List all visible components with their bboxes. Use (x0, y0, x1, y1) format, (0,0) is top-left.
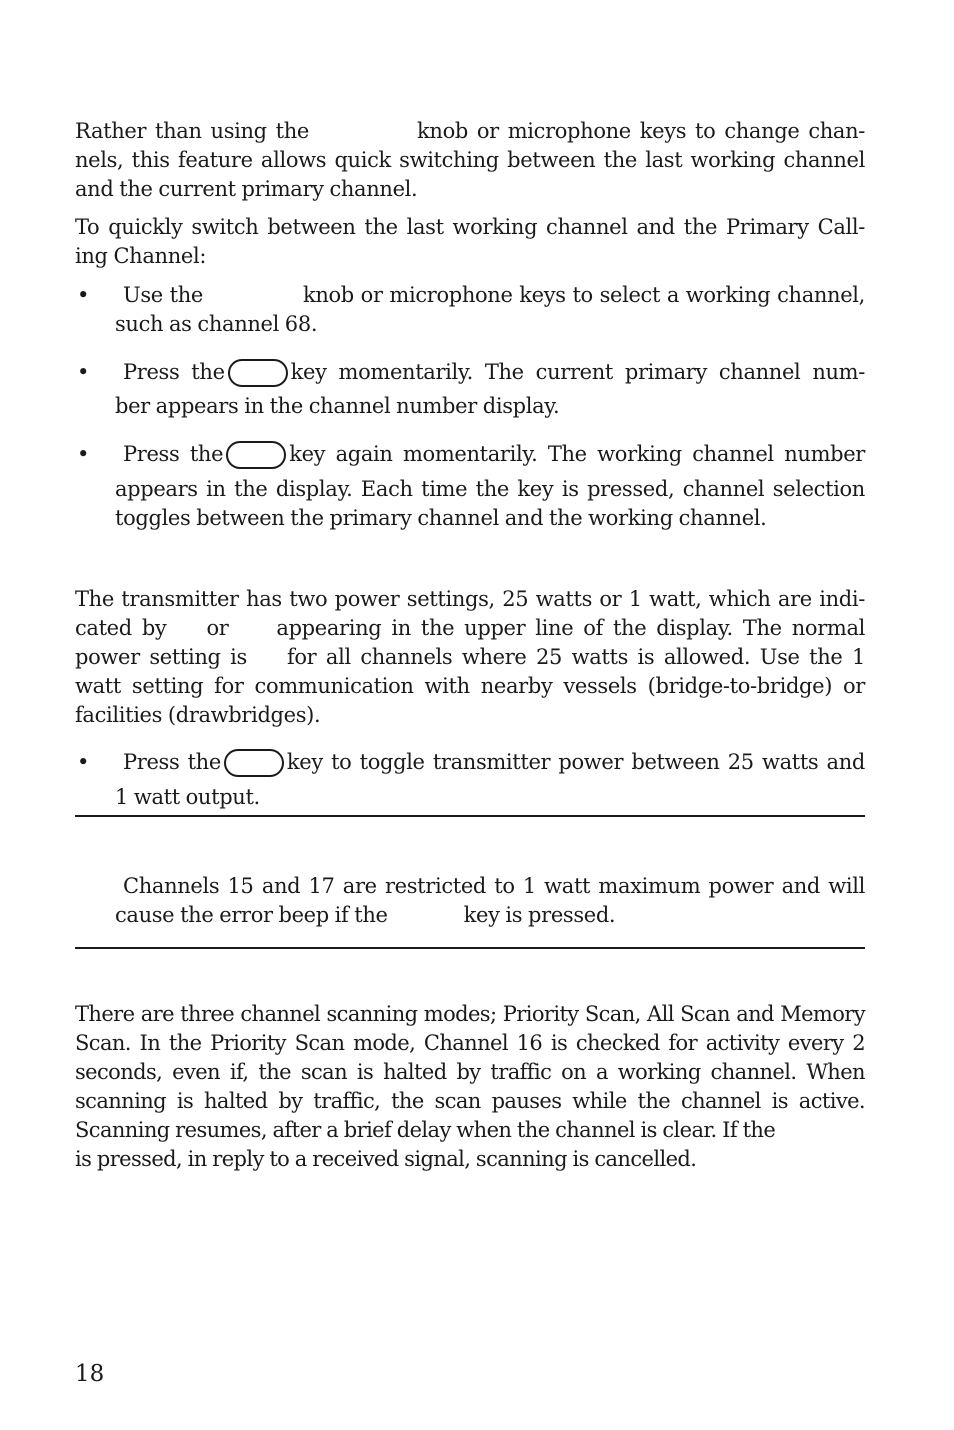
text-line: Scanning resumes, after a brief delay when the channel is clear. If the (75, 1118, 776, 1142)
bullet-dot: • (77, 442, 90, 466)
text-line: nels, this feature allows quick switching between the last working channel (75, 148, 865, 172)
text-line: ber appears in the channel number display. (115, 394, 560, 418)
text-line: power setting is for all channels where 25 watts is allowed. Use the 1 (75, 645, 865, 669)
bullet-dot: • (77, 360, 90, 384)
page-number: 18 (75, 1361, 105, 1387)
channel-switch-paragraph (75, 117, 865, 204)
note-bottom-rule (75, 947, 865, 949)
key-button-icon (228, 359, 288, 387)
text-line: and the current primary channel. (75, 177, 418, 201)
text-line: Scan. In the Priority Scan mode, Channel 16 is checked for activity every 2 (75, 1031, 865, 1055)
note-top-rule (75, 815, 865, 817)
text-line: Rather than using the knob or microphone keys to change chan- (75, 119, 865, 143)
restricted-channels-note (115, 872, 865, 930)
bullet-dot: • (77, 750, 90, 774)
power-settings-paragraph (75, 585, 865, 730)
bullet-dot: • (77, 283, 90, 307)
text-line: such as channel 68. (115, 312, 318, 336)
text-line: is pressed, in reply to a received signal, scanning is cancelled. (75, 1147, 697, 1171)
text-line: 1 watt output. (115, 785, 260, 809)
key-button-icon (224, 749, 284, 777)
text-line: scanning is halted by traffic, the scan pauses while the channel is active. (75, 1089, 865, 1113)
text-line: cause the error beep if the key is pressed. (115, 903, 616, 927)
text-line: Press the key to toggle transmitter power between 25 watts and (115, 748, 865, 777)
quick-switch-intro (75, 213, 865, 271)
key-button-icon (226, 441, 286, 469)
text-line: To quickly switch between the last working channel and the Primary Call- (75, 215, 865, 239)
text-line: seconds, even if, the scan is halted by traffic on a working channel. When (75, 1060, 865, 1084)
text-line: toggles between the primary channel and the working channel. (115, 506, 767, 530)
text-line: facilities (drawbridges). (75, 703, 321, 727)
text-line: Press the key again momentarily. The working channel number (115, 440, 865, 469)
scan-modes-paragraph (75, 1000, 865, 1174)
text-line: There are three channel scanning modes; Priority Scan, All Scan and Memory (75, 1002, 865, 1026)
text-line: Channels 15 and 17 are restricted to 1 watt maximum power and will (123, 874, 865, 898)
text-line: appears in the display. Each time the key is pressed, channel selection (115, 477, 865, 501)
text-line: Press the key momentarily. The current primary channel num- (115, 358, 865, 387)
text-line: watt setting for communication with nearby vessels (bridge-to-bridge) or (75, 674, 865, 698)
text-line: cated by or appearing in the upper line of the display. The normal (75, 616, 865, 640)
text-line: ing Channel: (75, 244, 207, 268)
text-line: The transmitter has two power settings, 25 watts or 1 watt, which are indi- (75, 587, 865, 611)
text-line: Use the knob or microphone keys to select a working channel, (123, 283, 865, 307)
